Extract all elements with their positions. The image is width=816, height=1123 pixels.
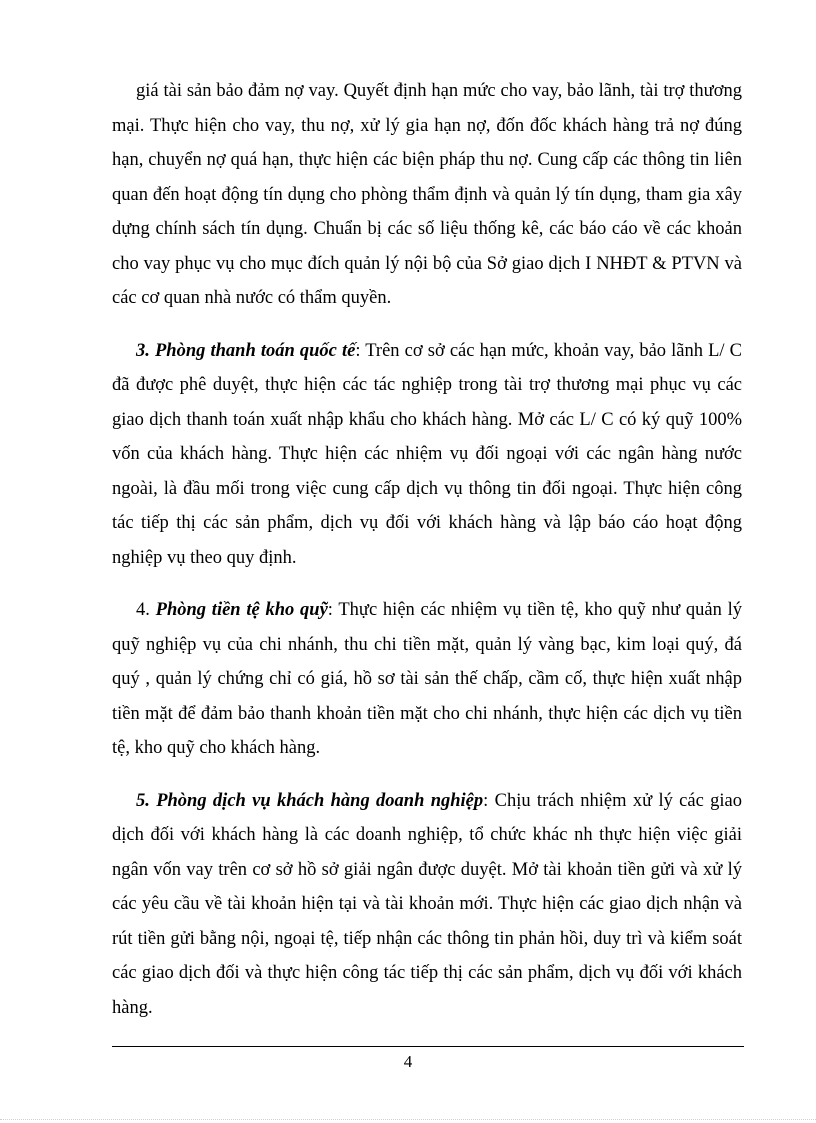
section-heading: 3. Phòng thanh toán quốc tế [136, 340, 356, 361]
paragraph-text: giá tài sản bảo đảm nợ vay. Quyết định hạn mức cho vay, bảo lãnh, tài trợ thương mại. Thực hiện cho vay, thu nợ, xử lý gia hạn nợ, đốn đốc khách hàng trả nợ đúng hạn, chuyển nợ quá hạn, thực hiện các biện pháp thu nợ. Cung cấp các thông tin liên quan đến hoạt động tín dụng cho phòng thẩm định và quản lý tín dụng, tham gia xây dựng chính sách tín dụng. Chuẩn bị các số liệu thống kê, các báo cáo về các khoản cho vay phục vụ cho mục đích quản lý nội bộ của Sở giao dịch I NHĐT & PTVN và các cơ quan nhà nước có thẩm quyền. [112, 81, 742, 308]
page-edge-divider [0, 1119, 816, 1120]
paragraph-corporate-services [112, 784, 742, 1026]
paragraph-credit-duties [112, 74, 742, 316]
paragraph-international-payment [112, 334, 742, 576]
body-text [112, 74, 742, 1043]
paragraph-text: : Trên cơ sở các hạn mức, khoản vay, bảo lãnh L/ C đã được phê duyệt, thực hiện các tác nghiệp trong tài trợ thương mại phục vụ các giao dịch thanh toán xuất nhập khẩu cho khách hàng. Mở các L/ C có ký quỹ 100% vốn của khách hàng. Thực hiện các nhiệm vụ đối ngoại với các ngân hàng nước ngoài, là đầu mối trong việc cung cấp dịch vụ thông tin đối ngoại. Thực hiện công tác tiếp thị các sản phẩm, dịch vụ đối với khách hàng và lập báo cáo hoạt động nghiệp vụ theo quy định. [112, 340, 742, 568]
section-number: 4. [136, 600, 156, 620]
paragraph-text: : Thực hiện các nhiệm vụ tiền tệ, kho quỹ như quản lý quỹ nghiệp vụ của chi nhánh, thu chi tiền mặt, quản lý vàng bạc, kim loại quý, đá quý , quản lý chứng chỉ có giá, hồ sơ tài sản thế chấp, cầm cố, thực hiện xuất nhập tiền mặt để đảm bảo thanh khoản tiền mặt cho chi nhánh, thực hiện các dịch vụ tiền tệ, kho quỹ cho khách hàng. [112, 600, 742, 758]
paragraph-text: : Chịu trách nhiệm xử lý các giao dịch đối với khách hàng là các doanh nghiệp, tổ chức khác nh thực hiện việc giải ngân vốn vay trên cơ sở hồ sở giải ngân được duyệt. Mở tài khoản tiền gửi và xử lý các yêu cầu về tài khoản hiện tại và tài khoản mới. Thực hiện các giao dịch nhận và rút tiền gửi bằng nội, ngoại tệ, tiếp nhận các thông tin phản hồi, duy trì và kiểm soát các giao dịch đối và thực hiện công tác tiếp thị các sản phẩm, dịch vụ đối với khách hàng. [112, 790, 742, 1018]
paragraph-treasury [112, 593, 742, 766]
section-heading: 5. Phòng dịch vụ khách hàng doanh nghiệp [136, 790, 484, 811]
page-number: 4 [403, 1052, 413, 1071]
section-heading: Phòng tiền tệ kho quỹ [155, 600, 328, 620]
footer-divider [112, 1046, 744, 1047]
